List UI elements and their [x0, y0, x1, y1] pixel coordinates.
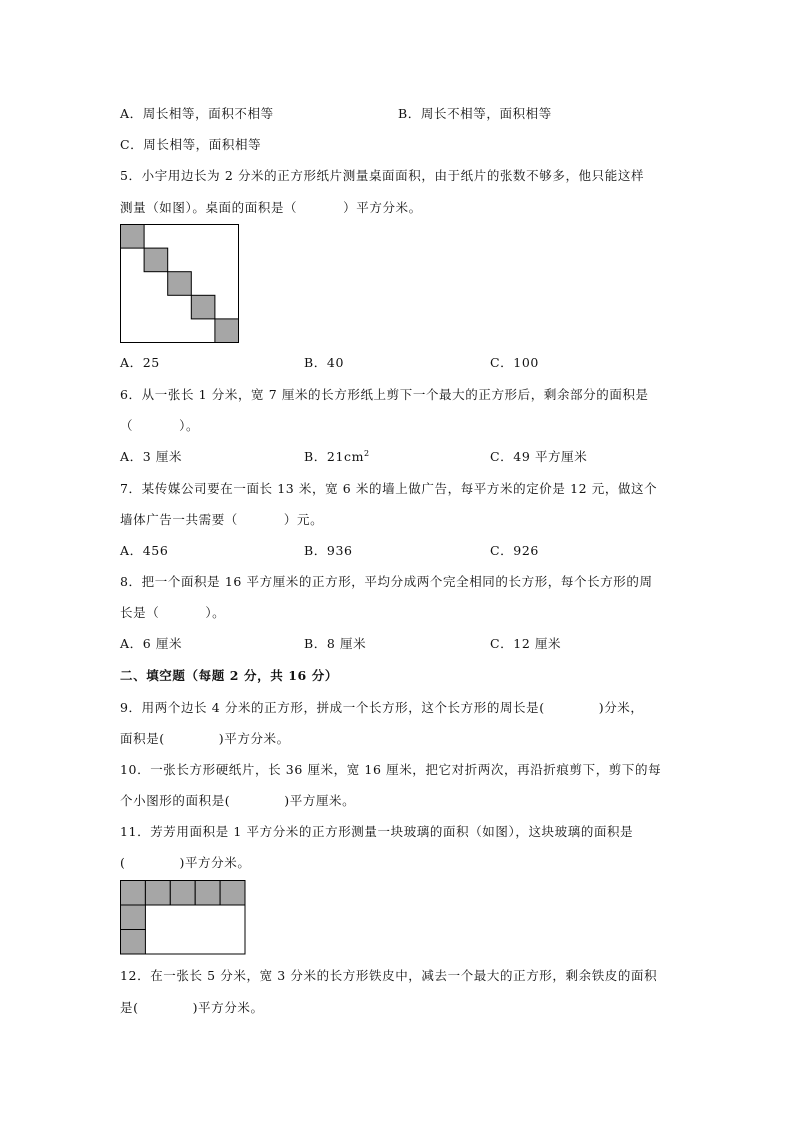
q8-option-b[interactable]: B．8 厘米	[304, 636, 367, 651]
q5-desk-figure	[120, 224, 240, 344]
q8-text-line2	[120, 603, 225, 621]
section-2-heading: 二、填空题（每题 2 分，共 16 分）	[120, 668, 339, 683]
q9-area-stem: 面积是(	[120, 731, 165, 746]
q4-option-a[interactable]: A．周长相等，面积不相等	[120, 106, 274, 121]
q10-stem-end: )平方厘米。	[284, 793, 356, 808]
q10-text-line1: 10．一张长方形硬纸片，长 36 厘米，宽 16 厘米，把它对折两次，再沿折痕剪下，剪下的每	[120, 762, 662, 777]
q7-text-line1: 7．某传媒公司要在一面长 13 米，宽 6 米的墙上做广告，每平方米的定价是 12 元，做这个	[120, 481, 658, 496]
measure-square	[170, 881, 195, 906]
q7-option-c[interactable]: C．926	[490, 543, 539, 558]
q6-option-b-text: B．21cm	[304, 449, 365, 464]
q6-option-a[interactable]: A．3 厘米	[120, 449, 183, 464]
q8-stem-end: ）。	[205, 605, 226, 620]
q12-text-line2	[120, 998, 264, 1016]
q10-text-line2	[120, 791, 355, 809]
paper-square	[144, 248, 168, 272]
q6-stem-end: ）。	[179, 418, 200, 433]
q11-text-line2	[120, 853, 250, 871]
paper-square	[121, 225, 145, 249]
q10-stem: 个小图形的面积是(	[120, 793, 231, 808]
measure-square	[220, 881, 245, 906]
q9-stem: 9．用两个边长 4 分米的正方形，拼成一个长方形，这个长方形的周长是(	[120, 700, 545, 715]
q5-option-c[interactable]: C．100	[490, 355, 539, 370]
q4-option-b[interactable]: B．周长不相等，面积相等	[398, 106, 552, 121]
paper-square	[215, 319, 239, 343]
q9-text-line1	[120, 698, 644, 716]
paper-square	[168, 272, 192, 296]
measure-square	[121, 905, 146, 930]
q8-option-c[interactable]: C．12 厘米	[490, 636, 562, 651]
q6-text-line1: 6．从一张长 1 分米，宽 7 厘米的长方形纸上剪下一个最大的正方形后，剩余部分的面积是	[120, 387, 649, 402]
q7-stem-end: ）元。	[283, 512, 324, 527]
q9-text-line2	[120, 729, 290, 747]
q6-option-c[interactable]: C．49 平方厘米	[490, 449, 588, 464]
q7-option-b[interactable]: B．936	[304, 543, 353, 558]
q8-text-line1: 8．把一个面积是 16 平方厘米的正方形，平均分成两个完全相同的长方形，每个长方形的周	[120, 574, 653, 589]
q5-text-line1: 5．小宇用边长为 2 分米的正方形纸片测量桌面面积，由于纸片的张数不够多，他只能这样	[120, 168, 645, 183]
paper-square	[191, 295, 215, 319]
q6-text-line2	[120, 416, 199, 434]
q4-option-c[interactable]: C．周长相等，面积相等	[120, 137, 262, 152]
q5-option-a[interactable]: A．25	[120, 355, 160, 370]
q8-stem: 长是（	[120, 605, 160, 620]
measure-square	[121, 881, 146, 906]
measure-square	[145, 881, 170, 906]
q5-stem: 测量（如图）。桌面的面积是（	[120, 200, 298, 215]
q11-stem-end: )平方分米。	[179, 855, 251, 870]
measure-square	[195, 881, 220, 906]
q6-option-b[interactable]	[304, 447, 370, 465]
q11-text-line1: 11．芳芳用面积是 1 平方分米的正方形测量一块玻璃的面积（如图），这块玻璃的面积是	[120, 824, 634, 839]
q6-stem: （	[120, 418, 134, 433]
q12-stem: 是(	[120, 1000, 139, 1015]
q5-text-line2	[120, 198, 422, 216]
q7-text-line2	[120, 510, 323, 528]
q9-stem-end: )分米，	[598, 700, 644, 715]
q12-text-line1: 12．在一张长 5 分米，宽 3 分米的长方形铁皮中，减去一个最大的正方形，剩余铁皮的面积	[120, 968, 658, 983]
q5-stem-end: ）平方分米。	[343, 200, 422, 215]
q5-option-b[interactable]: B．40	[304, 355, 344, 370]
q6-option-b-sup: 2	[364, 448, 370, 458]
q12-stem-end: )平方分米。	[192, 1000, 264, 1015]
q11-glass-figure	[120, 880, 247, 956]
q9-area-stem-end: )平方分米。	[218, 731, 290, 746]
q8-option-a[interactable]: A．6 厘米	[120, 636, 183, 651]
q7-stem: 墙体广告一共需要（	[120, 512, 238, 527]
q11-stem: (	[120, 855, 126, 870]
measure-square	[121, 930, 146, 955]
q7-option-a[interactable]: A．456	[120, 543, 169, 558]
